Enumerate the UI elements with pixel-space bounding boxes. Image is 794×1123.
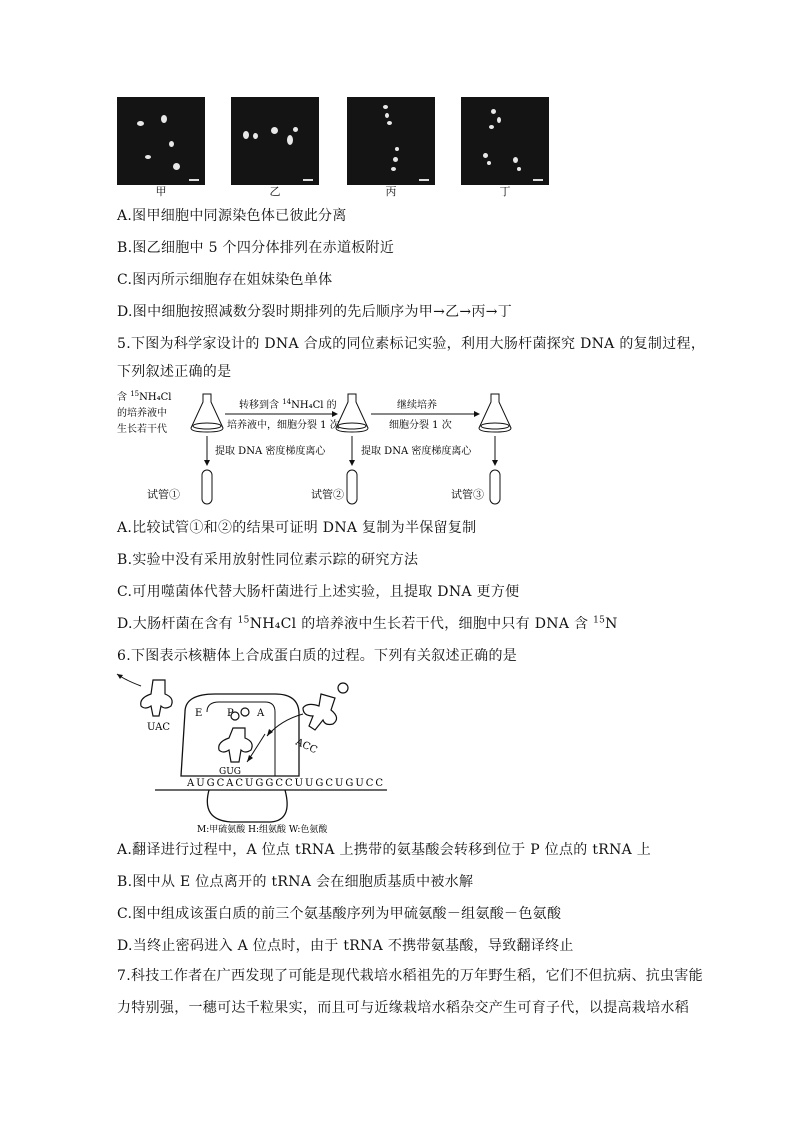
q5-option-a: A.比较试管①和②的结果可证明 DNA 复制为半保留复制 [117, 520, 477, 536]
q5-extract-label-2: 提取 DNA 密度梯度离心 [361, 446, 472, 457]
micrograph-ding [461, 97, 549, 185]
q5-option-d: D.大肠杆菌在含有 $^{15}$NH₄Cl 的培养液中生长若干代，细胞中只有 DNA 含 $^{15}$N [117, 615, 618, 632]
q5-extract-label-1: 提取 DNA 密度梯度离心 [215, 446, 326, 457]
q5-tube-1-label: 试管① [147, 488, 180, 501]
site-e: E [195, 708, 203, 719]
q7-line-2: 力特别强，一穗可达千粒果实，而且可与近缘栽培水稻杂交产生可育子代，以提高栽培水稻 [117, 1000, 689, 1016]
micrograph-label-jia: 甲 [155, 185, 167, 198]
flask-1 [191, 394, 223, 432]
anticodon-right: ACC [293, 736, 319, 757]
flask-2 [336, 394, 368, 432]
q5-option-b: B.实验中没有采用放射性同位素示踪的研究方法 [117, 552, 419, 568]
mrna-sequence: AUGCACUGGCCUUGCUGUCC [187, 778, 383, 789]
q5-tube-2-label: 试管② [311, 488, 344, 501]
trna-exiting [141, 680, 172, 716]
q5-experiment-diagram [117, 388, 517, 510]
anticodon-left: UAC [147, 722, 170, 733]
q4-option-b: B.图乙细胞中 5 个四分体排列在赤道板附近 [117, 240, 395, 256]
q6-option-a: A.翻译进行过程中，A 位点 tRNA 上携带的氨基酸会转移到位于 P 位点的 tRNA 上 [117, 842, 652, 858]
q4-option-c: C.图丙所示细胞存在姐妹染色单体 [117, 272, 333, 288]
site-a: A [257, 708, 265, 719]
q5-arrow2-top: 继续培养 [397, 400, 437, 411]
ribosome-small-subunit [207, 790, 287, 822]
micrograph-label-ding: 丁 [499, 185, 511, 198]
q6-ribosome-diagram [115, 672, 395, 836]
q7-line-1: 7.科技工作者在广西发现了可能是现代栽培水稻祖先的万年野生稻，它们不但抗病、抗虫害能 [117, 968, 703, 984]
anticodon-mid: GUG [219, 767, 241, 777]
q5-tube-3-label: 试管③ [451, 488, 484, 501]
trna-incoming [303, 683, 348, 730]
micrograph-bing [347, 97, 435, 185]
flask-3 [479, 394, 511, 432]
q6-option-d: D.当终止密码进入 A 位点时，由于 tRNA 不携带氨基酸，导致翻译终止 [117, 938, 574, 954]
test-tube-3 [490, 470, 500, 504]
ribosome-large-subunit [181, 694, 299, 776]
micrograph-yi [231, 97, 319, 185]
q4-option-a: A.图甲细胞中同源染色体已彼此分离 [117, 208, 347, 224]
q5-arrow1-bottom: 培养液中，细胞分裂 1 次 [227, 420, 340, 431]
q6-option-b: B.图中从 E 位点离开的 tRNA 会在细胞质基质中被水解 [117, 874, 474, 890]
micrograph-label-bing: 丙 [385, 185, 397, 198]
q6-legend: M:甲硫氨酸 H:组氨酸 W:色氨酸 [197, 825, 328, 835]
q5-stem-line-2: 下列叙述正确的是 [117, 364, 232, 380]
q6-stem: 6.下图表示核糖体上合成蛋白质的过程。下列有关叙述正确的是 [117, 648, 518, 664]
q5-left-line-1: 含 $^{15}$NH₄Cl [117, 390, 172, 403]
micrograph-label-yi: 乙 [269, 185, 281, 198]
micrograph-jia [117, 97, 205, 185]
q5-left-line-2: 的培养液中 [117, 408, 167, 419]
q5-arrow2-bottom: 细胞分裂 1 次 [389, 420, 452, 431]
q5-stem-line-1: 5.下图为科学家设计的 DNA 合成的同位素标记实验，利用大肠杆菌探究 DNA 的复制过程， [117, 336, 706, 352]
trna-p-site [219, 708, 252, 762]
q5-option-c: C.可用噬菌体代替大肠杆菌进行上述实验，且提取 DNA 更方便 [117, 584, 520, 600]
q5-left-line-3: 生长若干代 [117, 424, 167, 435]
q4-option-d: D.图中细胞按照减数分裂时期排列的先后顺序为甲→乙→丙→丁 [117, 304, 513, 320]
site-p: P [227, 708, 234, 719]
q6-option-c: C.图中组成该蛋白质的前三个氨基酸序列为甲硫氨酸－组氨酸－色氨酸 [117, 906, 562, 922]
q5-arrow1-top: 转移到含 $^{14}$NH₄Cl 的 [239, 398, 337, 411]
micrograph-row [117, 97, 557, 199]
test-tube-2 [347, 470, 357, 504]
test-tube-1 [202, 470, 212, 504]
